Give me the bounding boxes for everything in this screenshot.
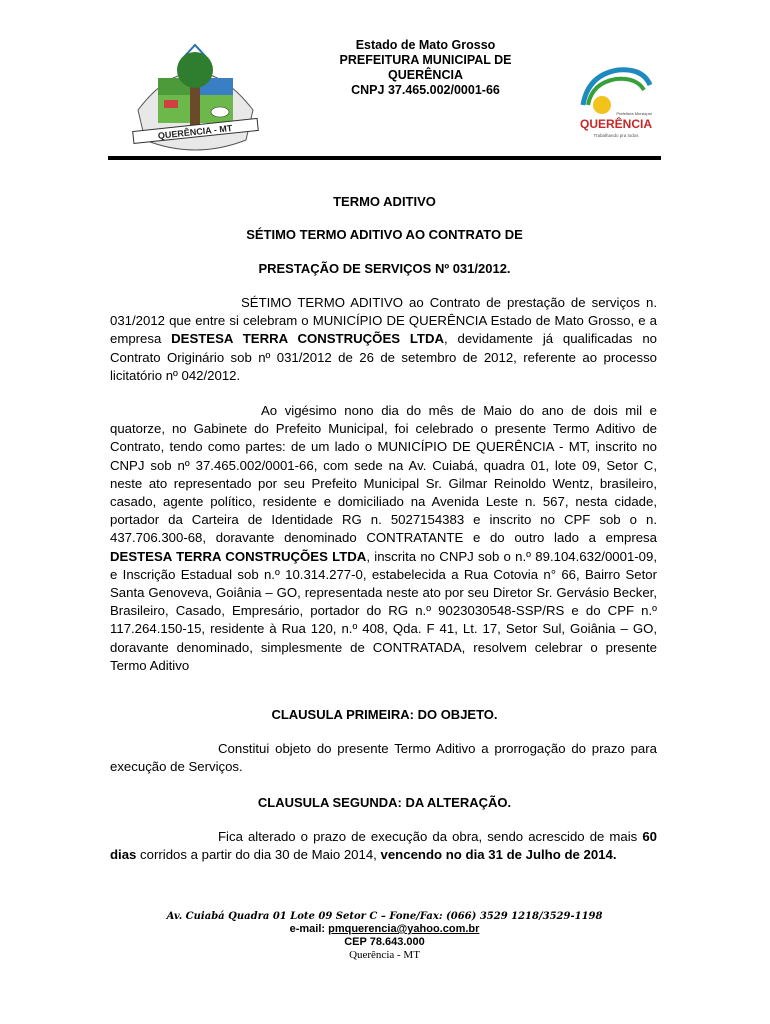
intro-paragraph: SÉTIMO TERMO ADITIVO ao Contrato de prestação de serviços n. 031/2012 que entre si celebram o MUNICÍPIO DE QUERÊNCIA Estado de Mato Grosso, e a empresa DESTESA TERRA CONSTRUÇÕES LTDA, devidamente já qualificadas no Contrato Originário sob nº 031/2012 de 26 de setembro de 2012, referente ao processo licitatório nº 042/2012. [110, 295, 657, 383]
clause-1-text: Constitui objeto do presente Termo Aditivo a prorrogação do prazo para execução de Serviços. [110, 741, 657, 775]
header-divider [108, 156, 661, 160]
footer [108, 910, 661, 962]
doc-subtitle-2: PRESTAÇÃO DE SERVIÇOS Nº 031/2012. [258, 261, 511, 276]
logo-tagline-text: Trabalhando pra todos [593, 133, 639, 138]
days-value: 60 dias [110, 829, 657, 863]
header-text-block [308, 38, 543, 98]
header-state: Estado de Mato Grosso [355, 38, 496, 52]
footer-cep: CEP 78.643.000 [344, 936, 425, 948]
header-city: QUERÊNCIA [387, 68, 463, 82]
logo-top-text: Prefeitura Municipal [616, 111, 652, 116]
company-name: DESTESA TERRA CONSTRUÇÕES LTDA [171, 331, 445, 347]
footer-address: Av. Cuiabá Quadra 01 Lote 09 Setor C – Fone/Fax: (066) 3529 1218/3529-1198 [166, 911, 603, 922]
header-cnpj: CNPJ 37.465.002/0001-66 [351, 83, 500, 97]
footer-email-line: e-mail: pmquerencia@yahoo.com.br [289, 923, 480, 935]
clause-2-title: CLAUSULA SEGUNDA: DA ALTERAÇÃO. [257, 795, 512, 810]
parties-paragraph: Ao vigésimo nono dia do mês de Maio do ano de dois mil e quatorze, no Gabinete do Prefeito Municipal, foi celebrado o presente Termo Aditivo de Contrato, tendo como partes: de um lado o MUNICÍPIO DE QUERÊNCIA - MT, inscrito no CNPJ sob nº 37.465.002/0001-66, com sede na Av. Cuiabá, quadra 01, lote 09, Setor C, neste ato representado por seu Prefeito Municipal Sr. Gilmar Reinoldo Wentz, brasileiro, casado, agente político, residente e domiciliado na Avenida Leste n. 567, nesta cidade, portador da Carteira de Identidade RG n. 5027154383 e inscrito no CPF sob o n. 437.706.300-68, doravante denominado CONTRATANTE e do outro lado a empresa DESTESA TERRA CONSTRUÇÕES LTDA, inscrita no CNPJ sob o n.º 89.104.632/0001-09, e Inscrição Estadual sob n.º 10.314.277-0, estabelecida a Rua Cotovia n° 66, Bairro Setor Santa Genoveva, Goiânia – GO, representada neste ato por seu Diretor Sr. Gervásio Becker, Brasileiro, Casado, Empresário, portador do RG n.º 9023030548-SSP/RS e do CPF n.º 117.264.150-15, residente à Rua 120, n.º 408, Qda. F 41, Lt. 17, Setor Sul, Goiânia – GO, doravante denominado, simplesmente de CONTRATADA, resolvem celebrar o presente Termo Aditivo [110, 403, 658, 673]
querencia-logo-icon [578, 65, 653, 150]
header-prefeitura: PREFEITURA MUNICIPAL DE [339, 53, 512, 67]
footer-city: Querência - MT [349, 949, 420, 961]
company-name-2: DESTESA TERRA CONSTRUÇÕES LTDA [110, 548, 367, 564]
municipal-crest-icon [128, 40, 263, 152]
expiry-date: vencendo no dia 31 de Julho de 2014. [380, 847, 617, 863]
clause-1-title: CLAUSULA PRIMEIRA: DO OBJETO. [271, 707, 498, 722]
letterhead [108, 30, 661, 160]
logo-name-text: QUERÊNCIA [579, 117, 653, 131]
clause-2-text: Fica alterado o prazo de execução da obra, sendo acrescido de mais 60 dias corridos a partir do dia 30 de Maio 2014, vencendo no dia 31 de Julho de 2014. [110, 829, 657, 863]
doc-title: TERMO ADITIVO [333, 194, 436, 209]
crest-banner-text: QUERÊNCIA - MT [157, 123, 233, 141]
email-link[interactable]: pmquerencia@yahoo.com.br [328, 923, 480, 935]
doc-subtitle-1: SÉTIMO TERMO ADITIVO AO CONTRATO DE [246, 227, 523, 242]
